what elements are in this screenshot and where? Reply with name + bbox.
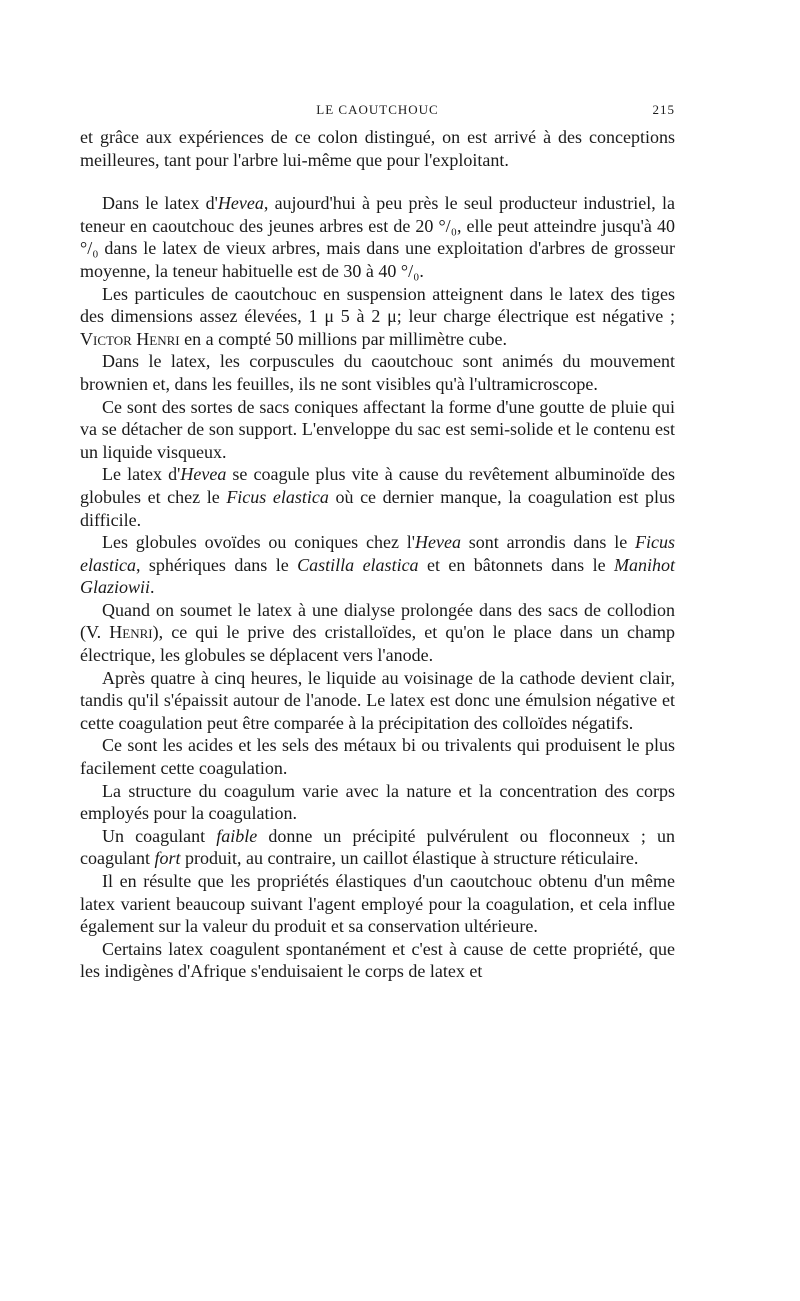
text-run: , aujourd'hui à peu près le seul producteur industriel, la teneur en caoutchouc des jeunes arbres est de 20 °/₀, elle peut atteindre jusqu'à 40 °/₀ dans le latex de vieux arbres, mais dans une exploitation d'arbres de grosseur moyenne, la teneur habituelle est de 30 à 40 °/₀. <box>80 193 675 281</box>
text-run: produit, au contraire, un caillot élastique à structure réticulaire. <box>180 848 639 869</box>
paragraph <box>80 126 675 171</box>
paragraph <box>80 463 675 531</box>
text-run: Un coagulant <box>102 825 217 846</box>
italic-term: Ficus elastica <box>80 532 675 575</box>
text-run: donne un précipité pulvérulent ou floconneux ; un coagulant <box>80 825 676 869</box>
paragraph <box>80 938 675 983</box>
paragraph <box>80 870 675 938</box>
text-run: . <box>150 577 155 598</box>
text-run: et grâce aux expériences de ce colon distingué, on est arrivé à des conceptions meilleures, tant pour l'arbre lui-même que pour l'exploitant. <box>80 127 675 170</box>
text-run: Dans le latex d' <box>102 193 218 214</box>
text-run: Il en résulte que les propriétés élastiques d'un caoutchouc obtenu d'un même latex varient beaucoup suivant l'agent employé pour la coagulation, et cela influe également sur la valeur du produit et sa conservation ultérieure. <box>80 871 675 937</box>
text-run: Dans le latex, les corpuscules du caoutchouc sont animés du mouvement brownien et, dans les feuilles, ils ne sont visibles qu'à l'ultramicroscope. <box>80 351 675 394</box>
italic-term: Hevea <box>180 464 227 485</box>
paragraph <box>80 531 675 599</box>
italic-term: Castilla elastica <box>297 554 419 575</box>
text-run: Après quatre à cinq heures, le liquide au voisinage de la cathode devient clair, tandis qu'il s'épaissit autour de l'anode. Le latex est donc une émulsion négative et cette coagulation peut être comparée à la précipitation des colloïdes négatifs. <box>80 667 675 733</box>
paragraph <box>80 667 675 735</box>
text-run: Les globules ovoïdes ou coniques chez l' <box>102 532 416 553</box>
running-title: LE CAOUTCHOUC <box>316 102 439 117</box>
paragraph <box>80 734 675 779</box>
italic-term: Hevea <box>217 193 264 214</box>
paragraph <box>80 780 675 825</box>
italic-term: Manihot Glaziowii <box>80 554 676 598</box>
text-run: ), ce qui le prive des cristalloïdes, et qu'on le place dans un champ électrique, les globules se déplacent vers l'anode. <box>80 622 675 666</box>
paragraph <box>80 283 675 351</box>
text-run: Ce sont les acides et les sels des métaux bi ou trivalents qui produisent le plus facilement cette coagulation. <box>80 735 675 779</box>
text-run: , sphériques dans le <box>136 554 298 575</box>
body-text <box>80 126 675 983</box>
text-run: se coagule plus vite à cause du revêtement albuminoïde des globules et chez le <box>80 464 675 507</box>
paragraph <box>80 599 675 667</box>
italic-term: Ficus elastica <box>226 486 329 507</box>
text-run: où ce dernier manque, la coagulation est plus difficile. <box>80 486 675 530</box>
text-run: Les particules de caoutchouc en suspension atteignent dans le latex des tiges des dimensions assez élevées, 1 μ 5 à 2 μ; leur charge électrique est négative ; <box>80 283 675 327</box>
italic-term: faible <box>216 825 258 846</box>
italic-term: Hevea <box>415 532 461 553</box>
paragraph <box>80 825 675 870</box>
paragraph <box>80 396 675 464</box>
author-name: Victor Henri <box>80 328 180 349</box>
page-number: 215 <box>652 102 675 117</box>
author-name: Henri <box>109 622 153 643</box>
paragraph <box>80 192 675 282</box>
text-run: sont arrondis dans le <box>460 532 635 553</box>
text-run: Le latex d' <box>102 464 181 485</box>
text-run: Ce sont des sortes de sacs coniques affectant la forme d'une goutte de pluie qui va se détacher de son support. L'enveloppe du sac est semi-solide et le contenu est un liquide visqueux. <box>80 396 675 462</box>
text-run: et en bâtonnets dans le <box>418 554 615 575</box>
paragraph <box>80 350 675 395</box>
text-run: Certains latex coagulent spontanément et c'est à cause de cette propriété, que les indigènes d'Afrique s'enduisaient le corps de latex et <box>80 938 675 982</box>
text-run: en a compté 50 millions par millimètre cube. <box>179 328 508 349</box>
italic-term: fort <box>154 848 181 869</box>
text-run: La structure du coagulum varie avec la nature et la concentration des corps employés pour la coagulation. <box>80 780 675 824</box>
text-run: Quand on soumet le latex à une dialyse prolongée dans des sacs de collodion (V. <box>80 599 675 643</box>
